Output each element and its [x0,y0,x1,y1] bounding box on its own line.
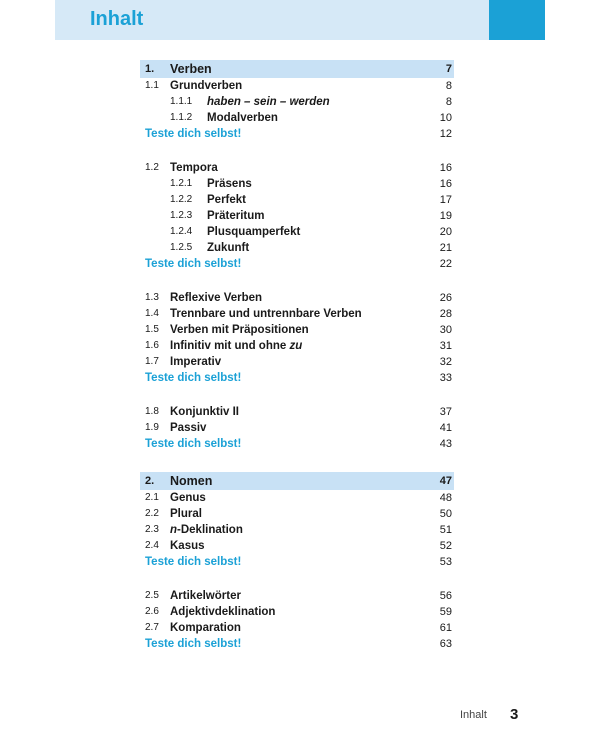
toc-test-label [145,436,241,452]
toc-test-row[interactable] [140,256,454,272]
toc-page-number: 37 [439,406,452,418]
toc-entry-text: Trennbare und untrennbare Verben [170,308,362,320]
toc-page-number: 22 [439,258,452,270]
toc-entry-number: 1.2.5 [170,242,193,253]
toc-entry-number: 1.2 [145,162,159,173]
toc-entry-title [207,94,330,110]
toc-page-number: 12 [439,128,452,140]
toc-entry-title [170,604,275,620]
toc-entry-text: Genus [170,492,206,504]
toc-entry-title [207,208,265,224]
toc-entry-number: 1.2.2 [170,194,193,205]
toc-entry-text: Imperativ [170,356,222,368]
toc-entry-number: 2.1 [145,492,159,503]
toc-page-number: 52 [439,540,452,552]
toc-entry-text: Tempora [170,162,218,174]
toc-entry-text: Modalverben [207,112,278,124]
toc-entry-title [170,538,205,554]
toc-entry-title [170,522,243,538]
toc-entry-number: 1.1 [145,80,159,91]
toc-entry-title [170,620,241,636]
toc-entry-title [207,176,252,192]
toc-entry-number: 2.5 [145,590,159,601]
toc-page-number: 41 [439,422,452,434]
toc-entry-title [207,224,300,240]
toc-entry-number: 2.2 [145,508,159,519]
toc-entry-text: Präteritum [207,210,265,222]
toc-page-number: 51 [439,524,452,536]
toc-entry-text: Grundverben [170,80,243,92]
toc-test-label [145,554,241,570]
toc-gap [140,142,454,160]
toc-entry-text: Konjunktiv II [170,406,239,418]
toc-test-label [145,126,241,142]
toc-row[interactable] [140,604,454,620]
page-title: Inhalt [90,8,144,30]
toc-row[interactable] [140,522,454,538]
table-of-contents [140,58,454,652]
toc-entry-text: Reflexive Verben [170,292,263,304]
toc-entry-italic-suffix: zu [289,340,303,352]
toc-test-row[interactable] [140,636,454,652]
toc-entry-number: 1.2.1 [170,178,193,189]
toc-gap [140,570,454,588]
toc-row[interactable] [140,588,454,604]
toc-entry-title [170,78,242,94]
header-accent-block [489,0,545,40]
toc-entry-number: 1.2.3 [170,210,193,221]
toc-gap [140,272,454,290]
toc-entry-text: Teste dich selbst! [145,438,242,450]
toc-page-number: 43 [439,438,452,450]
toc-entry-text: Adjektivdeklination [170,606,276,618]
toc-entry-number: 2.7 [145,622,159,633]
toc-row[interactable] [140,94,454,110]
toc-page-number: 30 [439,324,452,336]
toc-row[interactable] [140,322,454,338]
toc-page-number: 10 [439,112,452,124]
toc-entry-number: 1.6 [145,340,159,351]
toc-entry-number: 1.4 [145,308,159,319]
toc-entry-text: Plusquamperfekt [207,226,301,238]
page-number: 3 [510,706,519,723]
toc-page-number: 19 [439,210,452,222]
toc-entry-text: Passiv [170,422,207,434]
toc-entry-title [170,404,239,420]
toc-entry-number: 2.4 [145,540,159,551]
toc-entry-text: Teste dich selbst! [145,128,242,140]
toc-entry-title [170,338,302,354]
toc-row[interactable] [140,224,454,240]
toc-row[interactable] [140,420,454,436]
toc-row[interactable] [140,404,454,420]
toc-entry-number: 1.5 [145,324,159,335]
toc-entry-title [170,60,212,78]
toc-entry-number: 1. [145,63,155,75]
toc-entry-title [170,506,202,522]
toc-chapter-row[interactable] [140,60,454,78]
toc-entry-number: 1.7 [145,356,159,367]
toc-test-row[interactable] [140,370,454,386]
toc-row[interactable] [140,160,454,176]
toc-entry-text: Artikelwörter [170,590,241,602]
toc-entry-italic-prefix: n [170,524,178,536]
toc-entry-title [170,490,206,506]
toc-entry-text: Präsens [207,178,252,190]
toc-page-number: 61 [439,622,452,634]
toc-entry-text: Zukunft [207,242,250,254]
toc-page-number: 53 [439,556,452,568]
toc-page-number: 17 [439,194,452,206]
toc-row[interactable] [140,620,454,636]
toc-entry-text: Nomen [170,474,213,488]
toc-entry-number: 2.6 [145,606,159,617]
toc-entry-text: Verben mit Präpositionen [170,324,309,336]
toc-page-number: 59 [439,606,452,618]
toc-entry-number: 1.3 [145,292,159,303]
toc-row[interactable] [140,538,454,554]
toc-row[interactable] [140,176,454,192]
toc-test-row[interactable] [140,436,454,452]
toc-entry-text: Teste dich selbst! [145,258,242,270]
toc-test-label [145,636,241,652]
toc-entry-title [207,110,278,126]
toc-test-label [145,370,241,386]
toc-row[interactable] [140,78,454,94]
toc-page-number: 50 [439,508,452,520]
toc-entry-text: haben – sein – werden [207,96,330,108]
toc-page-number: 8 [445,80,452,92]
footer-label: Inhalt [460,709,487,721]
toc-entry-title [207,240,249,256]
toc-row[interactable] [140,306,454,322]
toc-entry-text: Kasus [170,540,205,552]
toc-entry-number: 2. [145,475,155,487]
toc-row[interactable] [140,110,454,126]
toc-row[interactable] [140,240,454,256]
toc-entry-number: 1.1.2 [170,112,193,123]
toc-row[interactable] [140,208,454,224]
toc-page-number: 31 [439,340,452,352]
toc-entry-number: 2.3 [145,524,159,535]
toc-page-number: 28 [439,308,452,320]
toc-entry-number: 1.2.4 [170,226,193,237]
toc-entry-number: 1.9 [145,422,159,433]
toc-page-number: 8 [445,96,452,108]
toc-page-number: 16 [439,178,452,190]
toc-entry-title [170,306,362,322]
toc-entry-text: Komparation [170,622,241,634]
toc-entry-text: Teste dich selbst! [145,372,242,384]
toc-page-number: 63 [439,638,452,650]
toc-entry-title [170,354,221,370]
toc-entry-text: Teste dich selbst! [145,638,242,650]
toc-row[interactable] [140,290,454,306]
toc-entry-title [207,192,246,208]
toc-page-number: 33 [439,372,452,384]
toc-row[interactable] [140,490,454,506]
toc-page-number: 48 [439,492,452,504]
toc-entry-text: Verben [170,62,212,76]
toc-entry-title [170,472,212,490]
toc-test-label [145,256,241,272]
toc-entry-text: Teste dich selbst! [145,556,242,568]
toc-page-number: 32 [439,356,452,368]
toc-page-number: 21 [439,242,452,254]
toc-page-number: 16 [439,162,452,174]
toc-row[interactable] [140,338,454,354]
toc-test-row[interactable] [140,554,454,570]
toc-entry-text: Plural [170,508,202,520]
toc-page-number: 20 [439,226,452,238]
toc-entry-number: 1.1.1 [170,96,193,107]
toc-entry-text: Perfekt [207,194,246,206]
toc-row[interactable] [140,506,454,522]
toc-entry-title [170,160,218,176]
toc-test-row[interactable] [140,126,454,142]
toc-page-number: 7 [445,63,452,75]
toc-page-number: 56 [439,590,452,602]
toc-page-number: 47 [439,475,452,487]
toc-entry-text: Infinitiv mit und ohne [170,340,290,352]
toc-entry-title [170,322,309,338]
toc-entry-number: 1.8 [145,406,159,417]
toc-entry-title [170,420,206,436]
toc-row[interactable] [140,192,454,208]
toc-gap [140,386,454,404]
toc-chapter-row[interactable] [140,472,454,490]
toc-entry-title [170,290,262,306]
toc-page-number: 26 [439,292,452,304]
toc-row[interactable] [140,354,454,370]
toc-entry-text: -Deklination [177,524,243,536]
toc-entry-title [170,588,241,604]
toc-gap [140,452,454,470]
